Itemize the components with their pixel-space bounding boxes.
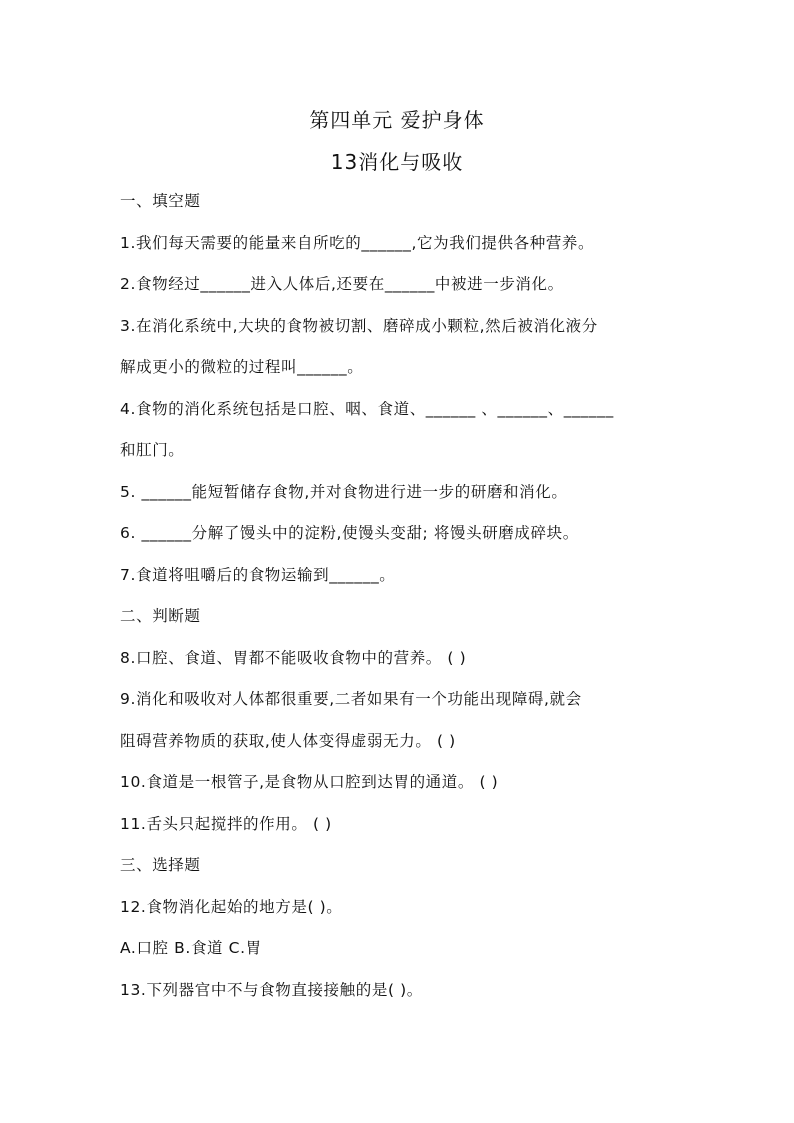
question-4-line-1: 4.食物的消化系统包括是口腔、咽、食道、______ 、______、______ xyxy=(120,400,614,418)
question-3-line-2: 解成更小的微粒的过程叫______。 xyxy=(120,358,364,376)
question-5: 5. ______能短暂储存食物,并对食物进行进一步的研磨和消化。 xyxy=(120,483,568,501)
question-4-line-2: 和肛门。 xyxy=(120,441,185,459)
question-12: 12.食物消化起始的地方是( )。 xyxy=(120,898,343,916)
question-1: 1.我们每天需要的能量来自所吃的______,它为我们提供各种营养。 xyxy=(120,234,595,252)
question-12-options: A.口腔 B.食道 C.胃 xyxy=(120,939,262,957)
question-10: 10.食道是一根管子,是食物从口腔到达胃的通道。 ( ) xyxy=(120,773,499,791)
lesson-title: 13消化与吸收 xyxy=(330,150,464,174)
question-2: 2.食物经过______进入人体后,还要在______中被进一步消化。 xyxy=(120,275,564,293)
question-11: 11.舌头只起搅拌的作用。 ( ) xyxy=(120,815,332,833)
section-heading-judge: 二、判断题 xyxy=(120,607,201,625)
question-13: 13.下列器官中不与食物直接接触的是( )。 xyxy=(120,981,423,999)
question-9-line-1: 9.消化和吸收对人体都很重要,二者如果有一个功能出现障碍,就会 xyxy=(120,690,582,708)
question-3-line-1: 3.在消化系统中,大块的食物被切割、磨碎成小颗粒,然后被消化液分 xyxy=(120,317,598,335)
question-9-line-2: 阻碍营养物质的获取,使人体变得虚弱无力。 ( ) xyxy=(120,732,456,750)
section-heading-fill: 一、填空题 xyxy=(120,192,201,210)
question-6: 6. ______分解了馒头中的淀粉,使馒头变甜; 将馒头研磨成碎块。 xyxy=(120,524,579,542)
question-8: 8.口腔、食道、胃都不能吸收食物中的营养。 ( ) xyxy=(120,649,467,667)
question-7: 7.食道将咀嚼后的食物运输到______。 xyxy=(120,566,396,584)
unit-title: 第四单元 爱护身体 xyxy=(309,108,485,132)
section-heading-choice: 三、选择题 xyxy=(120,856,201,874)
